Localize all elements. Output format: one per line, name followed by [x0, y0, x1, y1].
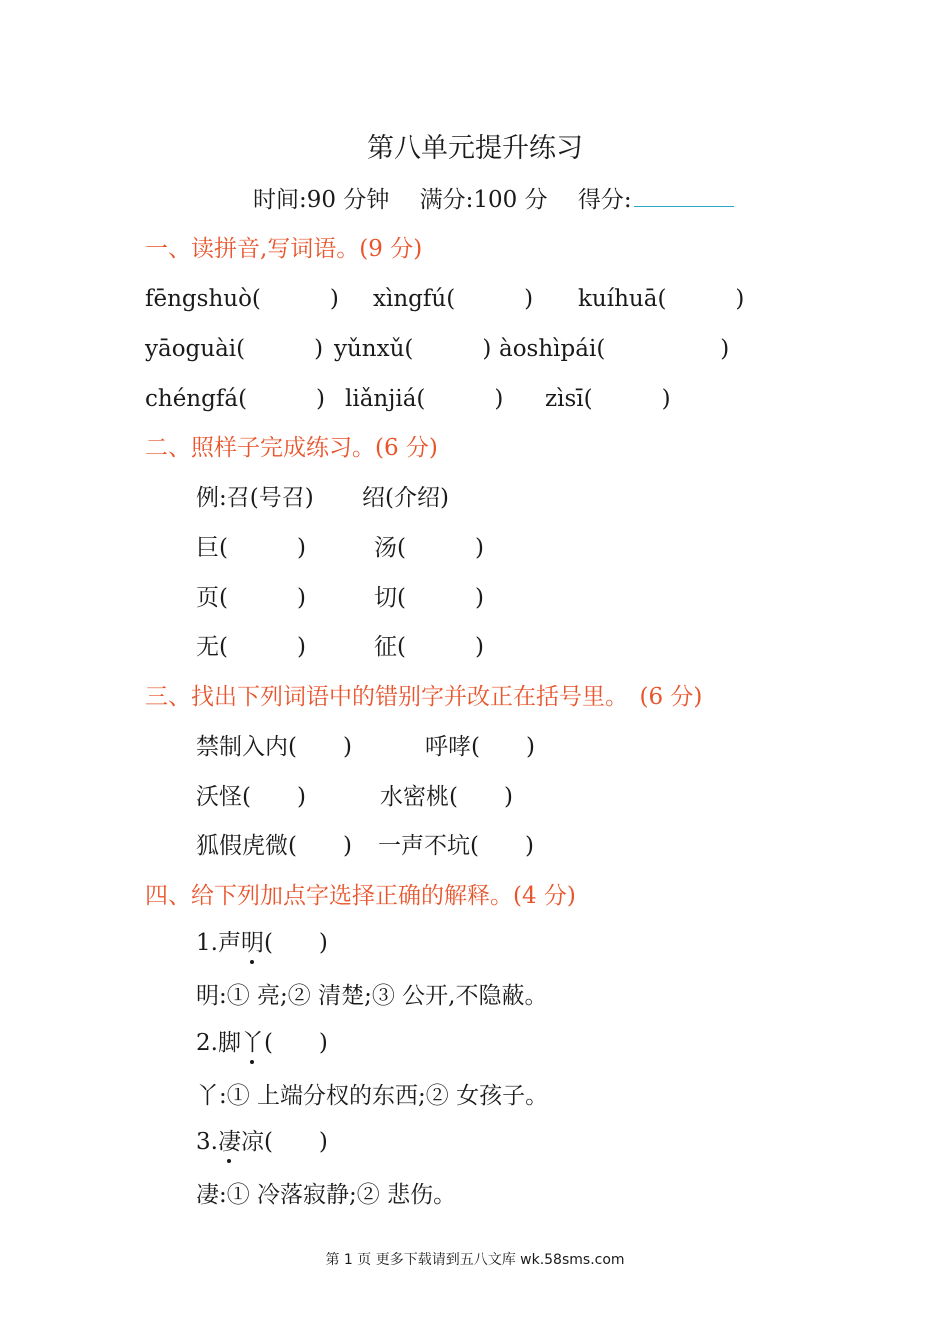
- exam-info: [253, 184, 734, 215]
- pinyin-item: chéngfá( ): [145, 386, 326, 412]
- question-text: 3.: [196, 1129, 218, 1155]
- section-1-heading: 一、读拼音,写词语。(9 分): [145, 236, 423, 262]
- explanation-1: 明:① 亮;② 清楚;③ 公开,不隐蔽。: [196, 983, 548, 1009]
- question-text: 2.脚: [196, 1030, 241, 1056]
- word-item: 页( ): [196, 585, 306, 611]
- word-item: 征( ): [374, 634, 484, 660]
- dotted-char: 明: [240, 930, 264, 956]
- word-item: 汤( ): [374, 535, 484, 561]
- pinyin-item: zìsī( ): [545, 386, 671, 412]
- pinyin-item: kuíhuā( ): [578, 286, 745, 312]
- question-2: [196, 1028, 328, 1058]
- answer-blank: ( ): [263, 930, 328, 956]
- word-item: 巨( ): [196, 535, 306, 561]
- score-label: 得分:: [577, 187, 632, 213]
- question-text: 1.声: [196, 930, 241, 956]
- dotted-char: 凄: [217, 1129, 241, 1155]
- example-item: 绍(介绍): [362, 485, 449, 511]
- pinyin-item: fēngshuò( ): [145, 286, 339, 312]
- answer-blank: 凉( ): [240, 1129, 328, 1155]
- word-item: 水密桃( ): [380, 784, 513, 810]
- word-item: 禁制入内( ): [196, 734, 352, 760]
- explanation-3: 凄:① 冷落寂静;② 悲伤。: [196, 1182, 457, 1208]
- full-score: 满分:100 分: [419, 187, 548, 213]
- time-limit: 时间:90 分钟: [253, 187, 390, 213]
- section-2-heading: 二、照样子完成练习。(6 分): [145, 435, 438, 461]
- section-4-heading: 四、给下列加点字选择正确的解释。(4 分): [145, 883, 576, 909]
- word-item: 无( ): [196, 634, 306, 660]
- dotted-char: 丫: [240, 1030, 264, 1056]
- word-item: 狐假虎微( ): [196, 833, 352, 859]
- pinyin-item: xìngfú( ): [373, 286, 534, 312]
- section-3-heading: 三、找出下列词语中的错别字并改正在括号里。 (6 分): [145, 684, 703, 710]
- word-item: 切( ): [374, 585, 484, 611]
- score-blank[interactable]: [634, 184, 734, 207]
- question-1: [196, 928, 328, 958]
- answer-blank: ( ): [263, 1030, 328, 1056]
- word-item: 沃怪( ): [196, 784, 306, 810]
- pinyin-item: liǎnjiá( ): [345, 386, 504, 412]
- word-item: 一声不坑( ): [378, 833, 534, 859]
- word-item: 呼哮( ): [425, 734, 535, 760]
- pinyin-item: àoshìpái( ): [499, 336, 730, 362]
- pinyin-item: yāoguài( ): [145, 336, 324, 362]
- pinyin-item: yǔnxǔ( ): [334, 336, 492, 362]
- page-title: 第八单元提升练习: [367, 133, 583, 164]
- question-3: [196, 1127, 328, 1157]
- explanation-2: 丫:① 上端分杈的东西;② 女孩子。: [196, 1083, 549, 1109]
- page-footer: 第 1 页 更多下载请到五八文库 wk.58sms.com: [325, 1252, 625, 1268]
- example-item: 例:召(号召): [196, 485, 314, 511]
